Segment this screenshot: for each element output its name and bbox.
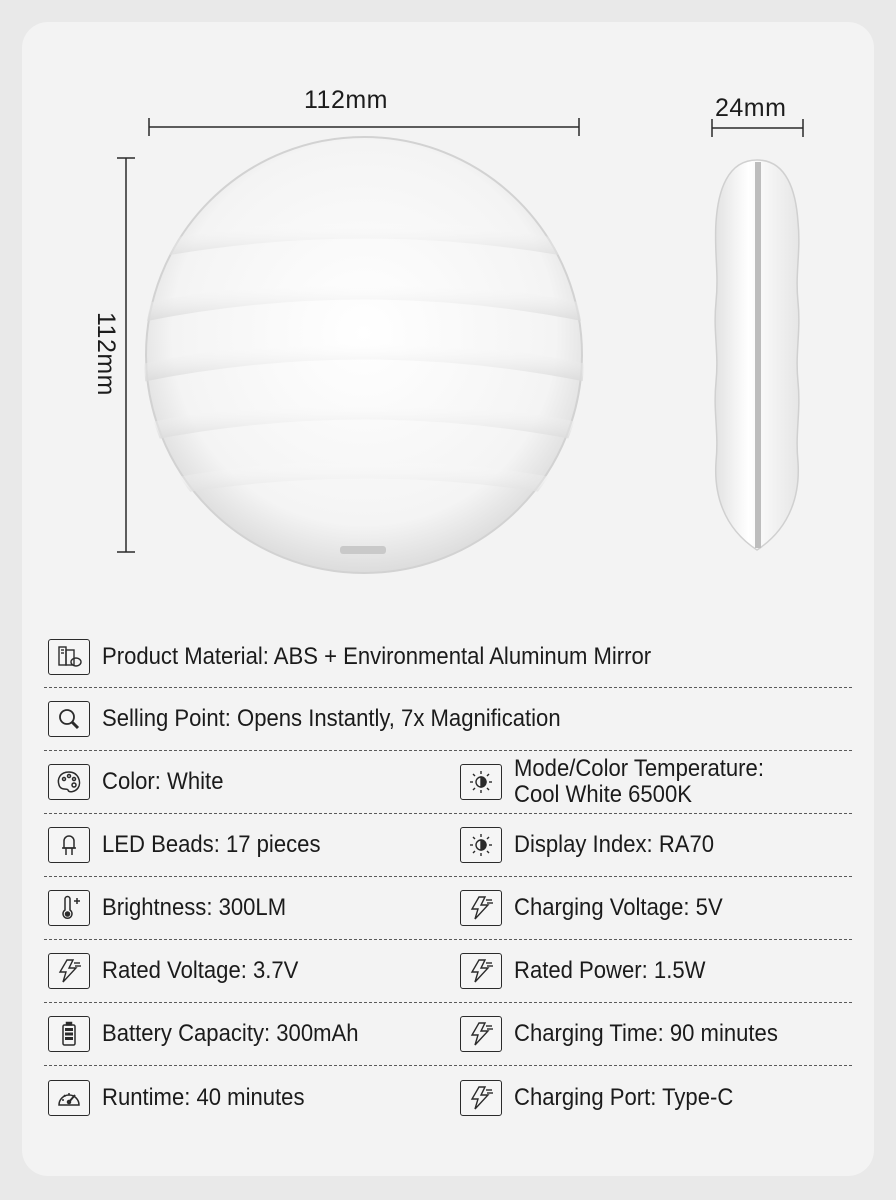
spec-item-charging-voltage <box>456 877 741 939</box>
spec-item-charging-port <box>456 1066 752 1129</box>
depth-label: 24mm <box>715 94 787 122</box>
spec-item-display-index <box>456 814 731 876</box>
mirror-front-view <box>142 137 587 573</box>
spec-label: Rated Power: 1.5W <box>514 957 706 984</box>
magnifier-icon <box>48 701 90 737</box>
spec-label: Rated Voltage: 3.7V <box>102 957 299 984</box>
spec-list <box>44 626 852 1129</box>
spec-item-material <box>44 626 852 687</box>
lightning-icon <box>460 1016 502 1052</box>
lightning-icon <box>460 1080 502 1116</box>
lightning-icon <box>460 953 502 989</box>
spec-item-color <box>44 751 456 813</box>
lightning-icon <box>460 890 502 926</box>
spec-label: Charging Time: 90 minutes <box>514 1020 778 1047</box>
spec-row <box>44 688 852 751</box>
lightning-icon <box>48 953 90 989</box>
spec-label: Display Index: RA70 <box>514 831 715 858</box>
spec-row <box>44 814 852 877</box>
spec-row <box>44 1066 852 1129</box>
spec-item-selling-point <box>44 688 852 750</box>
spec-label: Charging Port: Type-C <box>514 1083 734 1111</box>
product-spec-card <box>22 22 874 1176</box>
spec-label: LED Beads: 17 pieces <box>102 831 321 858</box>
led-bead-icon <box>48 827 90 863</box>
spec-row <box>44 1003 852 1066</box>
width-label: 112mm <box>304 86 389 114</box>
spec-item-battery-capacity <box>44 1003 456 1065</box>
spec-item-charging-time <box>456 1003 801 1065</box>
spec-label: Mode/Color Temperature: Cool White 6500K <box>514 755 764 808</box>
spec-label: Charging Voltage: 5V <box>514 894 723 921</box>
spec-row <box>44 626 852 688</box>
spec-item-rated-voltage <box>44 940 456 1002</box>
spec-item-color-temperature <box>456 751 786 813</box>
spec-item-brightness <box>44 877 456 939</box>
sun-icon <box>460 764 502 800</box>
spec-label: Runtime: 40 minutes <box>102 1083 305 1111</box>
material-icon <box>48 639 90 675</box>
spec-item-runtime <box>44 1066 456 1129</box>
mirror-side-view <box>715 160 799 550</box>
gauge-icon <box>48 1080 90 1116</box>
width-dimension-line <box>149 118 579 136</box>
spec-label: Battery Capacity: 300mAh <box>102 1020 359 1047</box>
spec-label: Brightness: 300LM <box>102 894 287 921</box>
spec-row <box>44 877 852 940</box>
spec-label: Color: White <box>102 768 224 795</box>
battery-icon <box>48 1016 90 1052</box>
spec-row <box>44 751 852 814</box>
thermometer-plus-icon <box>48 890 90 926</box>
spec-item-rated-power <box>456 940 722 1002</box>
sun-icon <box>460 827 502 863</box>
palette-icon <box>48 764 90 800</box>
spec-label: Product Material: ABS + Environmental Aluminum Mirror <box>102 642 652 670</box>
height-label: 112mm <box>92 312 120 397</box>
spec-label: Selling Point: Opens Instantly, 7x Magnification <box>102 705 561 732</box>
spec-row <box>44 940 852 1003</box>
spec-item-led-beads <box>44 814 456 876</box>
